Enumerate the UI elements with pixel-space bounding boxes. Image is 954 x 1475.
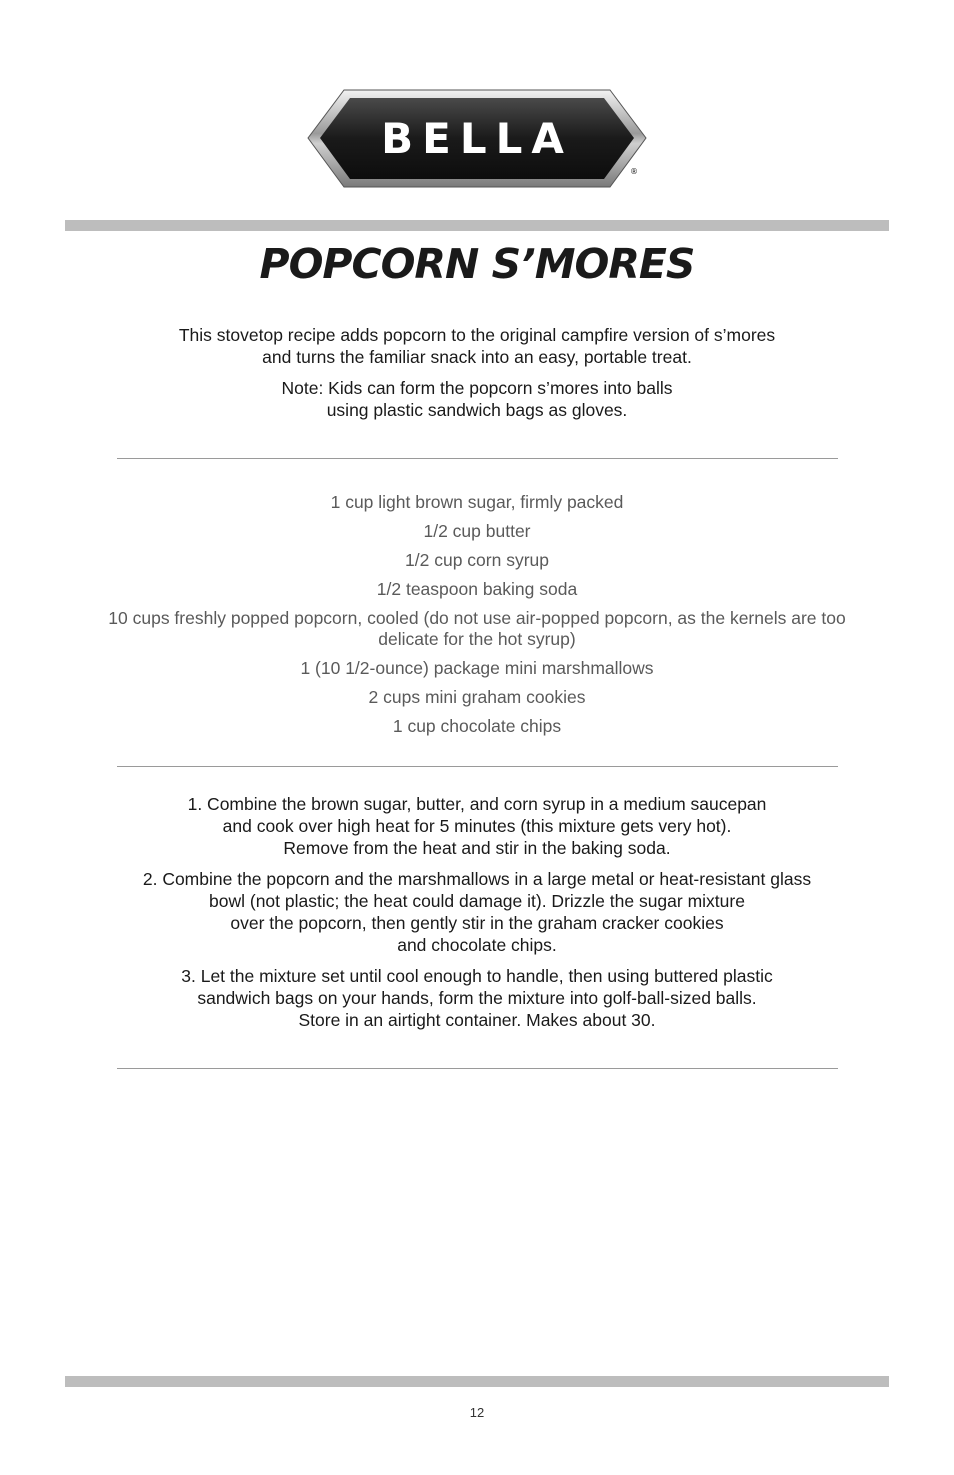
- ingredients-list: [107, 492, 847, 745]
- ingredient-item: 1 (10 1/2-ounce) package mini marshmallows: [300, 658, 654, 678]
- page-number: 12: [469, 1405, 485, 1420]
- registered-mark: ®: [630, 167, 638, 176]
- bella-logo: [306, 88, 648, 190]
- directions-list: [90, 793, 864, 1040]
- intro-description: This stovetop recipe adds popcorn to the original campfire version of s’mores and turns the familiar snack into an easy, portable treat.: [178, 325, 776, 367]
- intro-section: [0, 324, 954, 430]
- ingredient-item: 10 cups freshly popped popcorn, cooled (do not use air-popped popcorn, as the kernels are too delicate for the hot syrup): [108, 608, 846, 649]
- ingredient-item: 1/2 teaspoon baking soda: [376, 579, 578, 599]
- logo-wordmark: BELLA: [381, 114, 573, 163]
- direction-step: 1. Combine the brown sugar, butter, and corn syrup in a medium saucepan and cook over high heat for 5 minutes (this mixture gets very hot). Remove from the heat and stir in the baking soda.: [187, 794, 767, 858]
- ingredient-item: 2 cups mini graham cookies: [368, 687, 586, 707]
- ingredient-item: 1 cup chocolate chips: [392, 716, 562, 736]
- direction-step: 3. Let the mixture set until cool enough to handle, then using buttered plastic sandwich bags on your hands, form the mixture into golf-ball-sized balls. Store in an airtight container. Makes about 30.: [181, 966, 773, 1030]
- ingredient-item: 1/2 cup butter: [423, 521, 531, 541]
- top-divider-bar: [65, 220, 889, 231]
- ingredient-item: 1 cup light brown sugar, firmly packed: [330, 492, 624, 512]
- direction-step: 2. Combine the popcorn and the marshmallows in a large metal or heat-resistant glass bowl (not plastic; the heat could damage it). Drizzle the sugar mixture over the popcorn, then gently stir in the graham cracker cookies and chocolate chips.: [142, 869, 812, 955]
- section-rule-2: [117, 766, 838, 767]
- section-rule-3: [117, 1068, 838, 1069]
- recipe-title: POPCORN S’MORES: [259, 240, 695, 288]
- intro-note: Note: Kids can form the popcorn s’mores into balls using plastic sandwich bags as gloves.: [281, 378, 673, 420]
- ingredient-item: 1/2 cup corn syrup: [405, 550, 549, 570]
- section-rule-1: [117, 458, 838, 459]
- bottom-divider-bar: [65, 1376, 889, 1387]
